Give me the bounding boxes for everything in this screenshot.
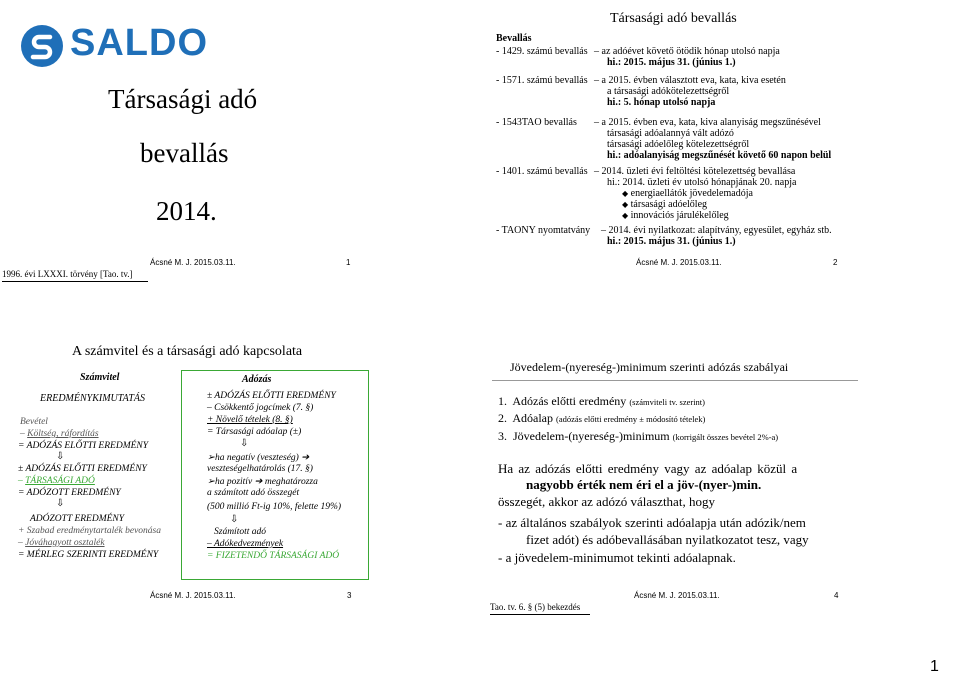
row-1543-line4: hi.: adóalanyiság megszűnését követő 60 napon belül	[607, 150, 832, 161]
bullet-text: energiaellátók jövedelemadója	[630, 188, 753, 199]
law-note-underline	[2, 281, 148, 282]
row-1401-code: - 1401. számú bevallás	[496, 166, 588, 177]
row-1401-line1: – 2014. üzleti évi feltöltési kötelezettség bevallása	[594, 166, 796, 177]
left-line-11: – Jóváhagyott osztalék	[18, 538, 105, 548]
slide-1	[0, 0, 480, 286]
numbered-2: 2. Adóalap (adózás előtti eredmény ± módosító tételek)	[498, 411, 706, 425]
logo-text: SALDO	[70, 22, 208, 64]
saldo-s-icon	[20, 24, 64, 68]
right-line-14: = FIZETENDŐ TÁRSASÁGI ADÓ	[207, 551, 340, 561]
down-arrow-icon: ⇩	[230, 514, 239, 525]
row-1571-line3: hi.: 5. hónap utolsó napja	[607, 97, 716, 108]
footer-author: Ácsné M. J. 2015.03.11.	[634, 591, 720, 600]
page-number: 2	[833, 258, 838, 267]
slide-4	[484, 330, 960, 620]
para2-line1: - az általános szabályok szerinti adóalapja után adózik/nem	[498, 515, 806, 530]
law-note: Tao. tv. 6. § (5) bekezdés	[490, 602, 581, 612]
left-header: Számvitel	[80, 372, 120, 383]
page-number: 4	[834, 591, 839, 600]
row-1571-code: - 1571. számú bevallás	[496, 75, 588, 86]
slide2-subtitle: Bevallás	[496, 33, 532, 44]
right-line-8: ➢ha pozitív ➔ meghatározza	[207, 477, 318, 487]
footer-author: Ácsné M. J. 2015.03.11.	[636, 258, 722, 267]
down-arrow-icon: ⇩	[56, 451, 65, 462]
row-1543-code: - 1543TAO bevallás	[496, 117, 577, 128]
footer-author: Ácsné M. J. 2015.03.11.	[150, 591, 236, 600]
page-number: 3	[347, 591, 352, 600]
right-line-6: ➢ha negatív (veszteség) ➔	[207, 453, 310, 463]
down-arrow-icon: ⇩	[56, 498, 65, 509]
para2-line2: fizet adót) és adóbevallásában nyilatkozatot tesz, vagy	[526, 532, 809, 547]
saldo-logo	[20, 22, 220, 74]
numbered-1: 1. Adózás előtti eredmény (számviteli tv. szerint)	[498, 394, 705, 408]
right-line-2: – Csökkentő jogcímek (7. §)	[207, 403, 314, 413]
taony-line1: – 2014. évi nyilatkozat: alapítvány, egyesület, egyház stb.	[601, 225, 832, 236]
slide3-title: A számvitel és a társasági adó kapcsolata	[72, 344, 303, 359]
row-1543-line1: – a 2015. évben eva, kata, kiva alanyiság megszűnésével	[594, 117, 821, 128]
diamond-icon: ◆	[622, 200, 629, 209]
row-1429-line1: – az adóévet követő ötödik hónap utolsó napja	[594, 46, 780, 57]
para1-line2: nagyobb érték nem éri el a jöv-(nyer-)min.	[526, 477, 762, 492]
title-line-1: Társasági adó	[108, 84, 258, 114]
left-line-7: = ADÓZOTT EREDMÉNY	[18, 488, 121, 498]
para1-line3: összegét, akkor az adózó választhat, hogy	[498, 494, 715, 509]
document-page-number: 1	[930, 658, 939, 675]
left-line-12: = MÉRLEG SZERINTI EREDMÉNY	[18, 550, 159, 560]
slide2-title: Társasági adó bevallás	[610, 11, 737, 26]
numbered-3: 3. Jövedelem-(nyereség-)minimum (korrigált összes bevétel 2%-a)	[498, 429, 779, 443]
bullet-text: társasági adóelőleg	[630, 199, 708, 210]
right-line-13: – Adókedvezmények	[207, 539, 284, 549]
slide-2	[484, 0, 960, 286]
row-1429-code: - 1429. számú bevallás	[496, 46, 588, 57]
slide4-title: Jövedelem-(nyereség-)minimum szerinti adózás szabályai	[510, 360, 789, 374]
left-line-2: – Költség, ráfordítás	[20, 429, 99, 439]
row-1429-line2: hi.: 2015. május 31. (június 1.)	[607, 57, 736, 68]
left-line-5: ± ADÓZÁS ELŐTTI EREDMÉNY	[18, 464, 147, 474]
para3: - a jövedelem-minimumot tekinti adóalapnak.	[498, 550, 736, 565]
row-1401-line2: hi.: 2014. üzleti év utolsó hónapjának 20. napja	[607, 177, 797, 188]
right-line-7: veszteségelhatárolás (17. §)	[207, 464, 313, 474]
title-line-3: 2014.	[156, 196, 217, 226]
row-1543-line2: társasági adóalannyá vált adózó	[607, 128, 734, 139]
row-1543-line3: társasági adóelőleg kötelezettségről	[607, 139, 750, 150]
slide-3	[0, 330, 480, 620]
right-line-9: a számított adó összegét	[207, 488, 300, 498]
taony-code: - TAONY nyomtatvány	[496, 225, 591, 236]
law-note: 1996. évi LXXXI. törvény [Tao. tv.]	[2, 269, 133, 279]
footer-author: Ácsné M. J. 2015.03.11.	[150, 258, 236, 267]
row-1571-line1: – a 2015. évben választott eva, kata, kiva esetén	[594, 75, 786, 86]
diamond-icon: ◆	[622, 189, 629, 198]
bullet-3	[622, 210, 729, 221]
para1-line1: Ha az adózás előtti eredmény vagy az adóalap közül a	[498, 461, 798, 476]
taony-line2: hi.: 2015. május 31. (június 1.)	[607, 236, 736, 247]
left-line-3: = ADÓZÁS ELŐTTI EREDMÉNY	[18, 441, 149, 451]
left-line-9: ADÓZOTT EREDMÉNY	[30, 514, 125, 524]
left-box-title: EREDMÉNYKIMUTATÁS	[40, 393, 145, 404]
right-line-4: = Társasági adóalap (±)	[207, 427, 302, 437]
right-header: Adózás	[242, 374, 272, 385]
right-line-10: (500 millió Ft-ig 10%, felette 19%)	[207, 502, 342, 512]
right-line-12: Számított adó	[214, 527, 266, 537]
left-line-10: + Szabad eredménytartalék bevonása	[18, 526, 161, 536]
bullet-1	[622, 188, 753, 199]
bullet-2	[622, 199, 707, 210]
title-line-2: bevallás	[140, 138, 229, 168]
right-line-3: + Növelő tételek (8. §)	[207, 415, 293, 425]
bullet-text: innovációs járulékelőleg	[630, 210, 729, 221]
right-line-1: ± ADÓZÁS ELŐTTI EREDMÉNY	[207, 391, 336, 401]
title-divider	[492, 380, 858, 381]
page-number: 1	[346, 258, 351, 267]
left-line-6: – TÁRSASÁGI ADÓ	[18, 476, 95, 486]
diamond-icon: ◆	[622, 211, 629, 220]
law-note-underline	[490, 614, 590, 615]
left-line-1: Bevétel	[20, 417, 48, 427]
down-arrow-icon: ⇩	[240, 438, 249, 449]
row-1571-line2: a társasági adókötelezettségről	[607, 86, 730, 97]
